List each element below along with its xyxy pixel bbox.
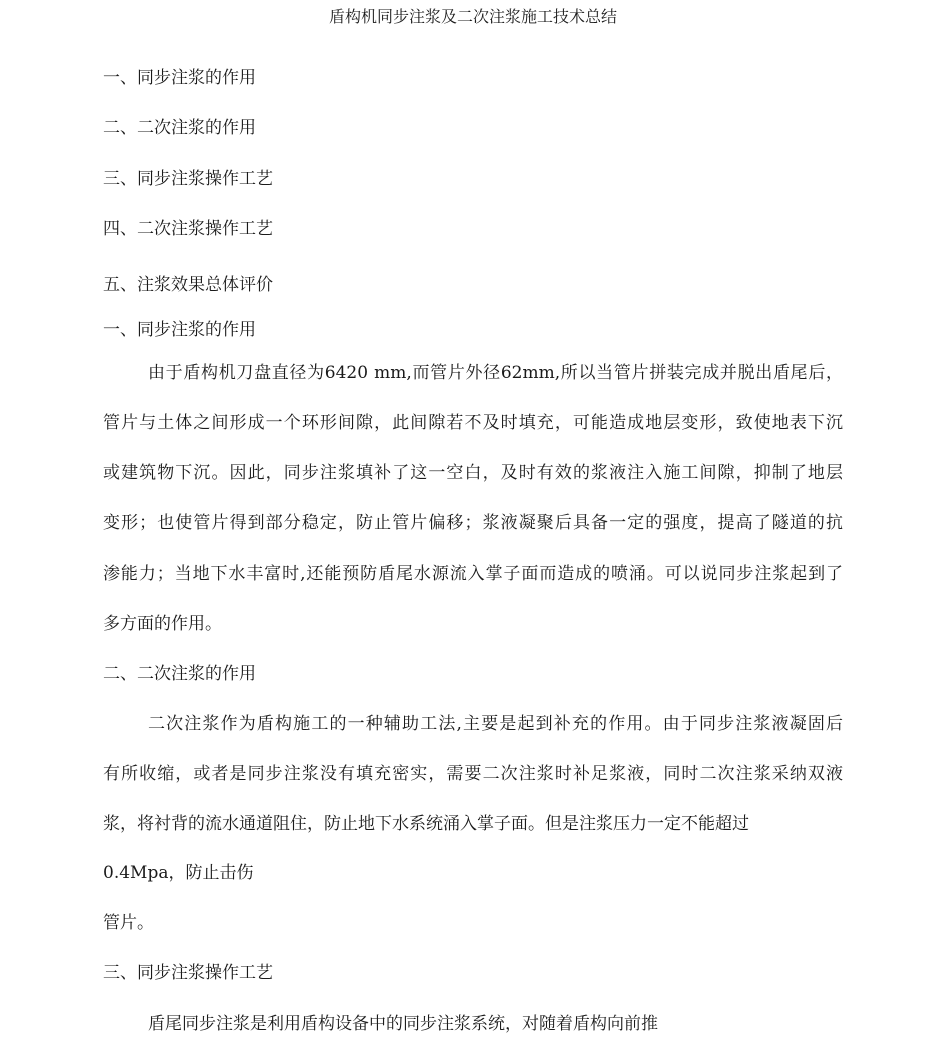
- paragraph-line: 渗能力；当地下水丰富时,还能预防盾尾水源流入掌子面而造成的喷涌。可以说同步注浆起到了: [103, 564, 843, 584]
- toc-item-1: 一、同步注浆的作用: [103, 68, 256, 88]
- toc-item-2: 二、二次注浆的作用: [103, 118, 256, 138]
- section-heading: 三、同步注浆操作工艺: [103, 963, 273, 983]
- paragraph-line: 管片与土体之间形成一个环形间隙，此间隙若不及时填充，可能造成地层变形，致使地表下沉: [103, 413, 843, 433]
- section-heading: 二、二次注浆的作用: [103, 664, 256, 684]
- paragraph-line: 有所收缩，或者是同步注浆没有填充密实，需要二次注浆时补足浆液，同时二次注浆采纳双液: [103, 764, 843, 784]
- paragraph-line: 二次注浆作为盾构施工的一种辅助工法,主要是起到补充的作用。由于同步注浆液凝固后: [148, 714, 843, 734]
- paragraph-line: 浆，将衬背的流水通道阻住，防止地下水系统涌入掌子面。但是注浆压力一定不能超过: [103, 814, 749, 834]
- paragraph-line: 或建筑物下沉。因此，同步注浆填补了这一空白，及时有效的浆液注入施工间隙，抑制了地层: [103, 463, 843, 483]
- paragraph-line: 盾尾同步注浆是利用盾构设备中的同步注浆系统，对随着盾构向前推: [148, 1014, 658, 1034]
- paragraph-line: 由于盾构机刀盘直径为6420 mm,而管片外径62mm,所以当管片拼装完成并脱出盾尾后，: [148, 363, 843, 383]
- paragraph-line: 变形；也使管片得到部分稳定，防止管片偏移；浆液凝聚后具备一定的强度，提高了隧道的抗: [103, 513, 843, 533]
- toc-item-5: 五、注浆效果总体评价: [103, 275, 273, 295]
- paragraph-line: 管片。: [103, 913, 154, 933]
- toc-item-3: 三、同步注浆操作工艺: [103, 169, 273, 189]
- section-heading: 一、同步注浆的作用: [103, 320, 256, 340]
- document-title: 盾构机同步注浆及二次注浆施工技术总结: [328, 7, 617, 26]
- paragraph-line: 0.4Mpa，防止击伤: [103, 863, 254, 883]
- toc-item-4: 四、二次注浆操作工艺: [103, 219, 273, 239]
- paragraph-line: 多方面的作用。: [103, 614, 222, 634]
